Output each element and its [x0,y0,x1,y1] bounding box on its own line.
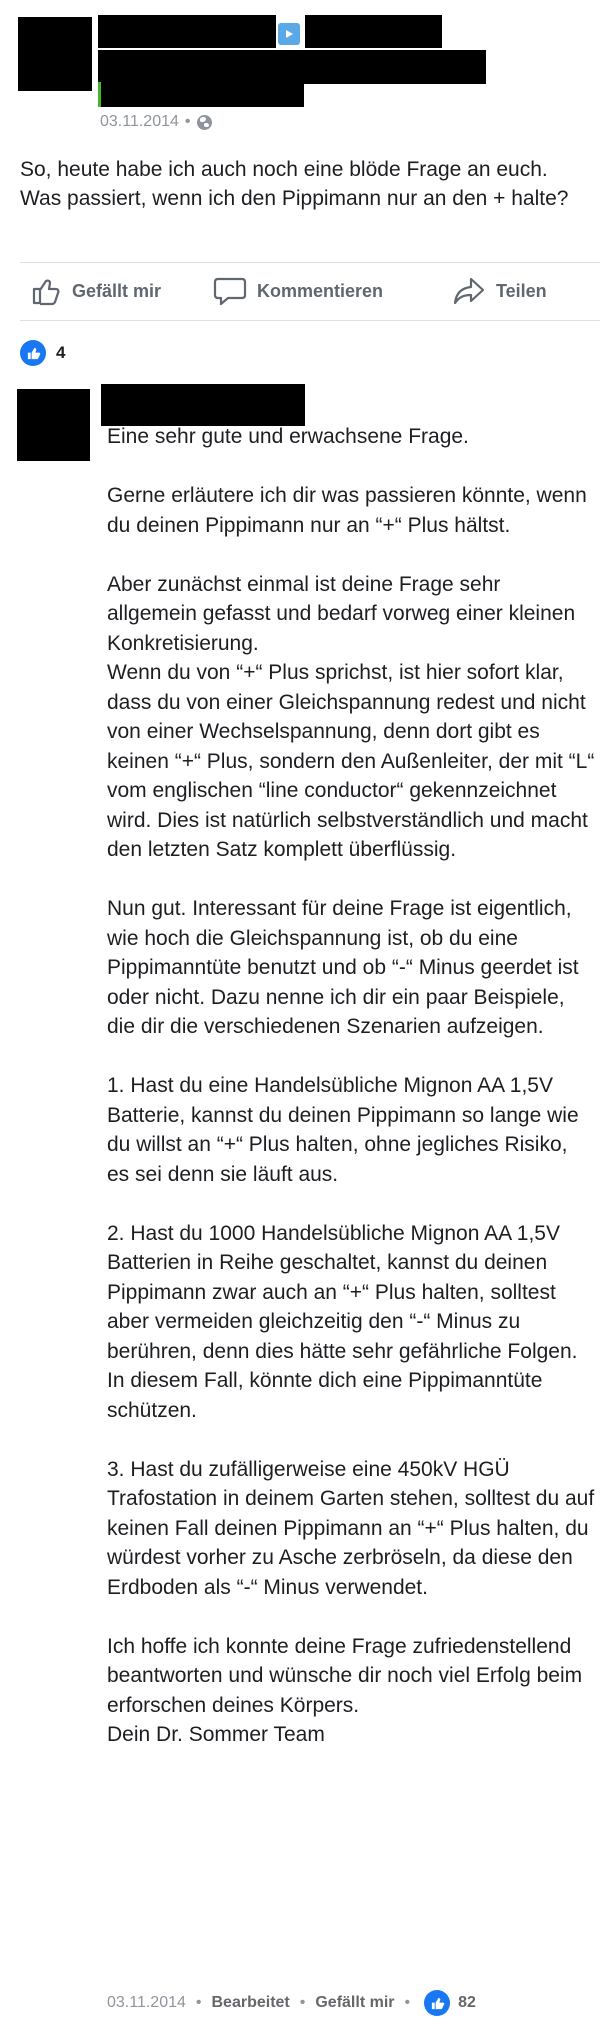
reactions-summary[interactable] [20,340,65,366]
comment-paragraph: 1. Hast du eine Handelsübliche Mignon AA 1,5V Batterie, kannst du deinen Pippimann so lange wie du willst an “+“ Plus halten, ohne jegliches Risiko, es sei denn sie läuft aus. [107,1074,579,1186]
like-button[interactable] [30,275,161,307]
comment-paragraph: Aber zunächst einmal ist deine Frage sehr allgemein gefasst und bedarf vorweg einer kleinen Konkretisierung. Wenn du von “+“ Plus sprichst, ist hier sofort klar, dass du von einer Gleichspannung redest und nicht von einer Wechselspannung, denn dort gibt es keinen “+“ Plus, sondern den Außenleiter, der mit “L“ vom englischen “line conductor“ gekennzeichnet wird. Dies ist natürlich selbstverständlich und macht den letzten Satz komplett überflüssig. [107,572,595,861]
redacted-group-line [98,50,486,84]
comment-paragraph: Ich hoffe ich konnte deine Frage zufriedenstellend beantworten und wünsche dir noch viel Erfolg beim erforschen deines Körpers. Dein Dr. Sommer Team [107,1634,583,1746]
share-icon [452,275,486,307]
comment-paragraph: 3. Hast du zufälligerweise eine 450kV HGÜ Trafostation in deinem Garten stehen, solltest du auf keinen Fall deinen Pippimann an “+“ Plus halten, du würdest vorher zu Asche zerbröseln, da diese den Erdboden als “-“ Minus verwendet. [107,1457,595,1599]
footer-separator: • [299,1994,306,2011]
post-action-bar [0,262,600,320]
comment-icon [213,275,247,307]
comment-like-count: 82 [458,1994,476,2011]
post-text: So, heute habe ich auch noch eine blöde Frage an euch. Was passiert, wenn ich den Pippimann nur an den + halte? [20,158,569,210]
globe-icon [197,115,212,130]
meta-separator: • [184,113,191,130]
comment-button[interactable] [213,275,383,307]
comment-date[interactable]: 03.11.2014 [107,1994,186,2011]
comment-paragraph: Nun gut. Interessant für deine Frage ist eigentlich, wie hoch die Gleichspannung ist, ob du eine Pippimanntüte benutzt und ob “-“ Minus geerdet ist oder nicht. Dazu nenne ich dir ein paar Beispiele, die dir die verschiedenen Szenarien aufzeigen. [107,897,579,1038]
redacted-commenter-avatar [17,389,90,461]
reactions-count: 4 [56,343,66,362]
like-reaction-icon [424,1990,450,2016]
redacted-commenter-name [101,384,305,426]
comment-body [107,422,595,1750]
like-label: Gefällt mir [72,280,162,301]
redacted-group-name [305,15,442,48]
edited-label[interactable]: Bearbeitet [211,1994,290,2011]
share-label: Teilen [496,280,547,301]
play-icon [278,23,300,45]
comment-paragraph: Eine sehr gute und erwachsene Frage. [107,425,469,448]
comment-footer [107,1988,476,2018]
footer-separator: • [195,1994,202,2011]
divider-bottom [20,320,600,321]
footer-separator: • [404,1994,411,2011]
thumbs-up-icon [30,275,62,307]
redacted-author-name [98,15,276,48]
comment-likes[interactable] [424,1990,476,2016]
post-meta [100,113,212,131]
post-date[interactable]: 03.11.2014 [100,113,179,130]
like-reaction-icon [20,340,46,366]
comment-label: Kommentieren [257,280,384,301]
comment-paragraph: Gerne erläutere ich dir was passieren könnte, wenn du deinen Pippimann nur an “+“ Plus hältst. [107,484,587,537]
comment-like-button[interactable]: Gefällt mir [315,1994,395,2011]
redacted-group-line-2 [101,82,304,107]
comment-paragraph: 2. Hast du 1000 Handelsübliche Mignon AA 1,5V Batterien in Reihe geschaltet, kannst du deinen Pippimann zwar auch an “+“ Plus halten, solltest aber vermeiden gleichzeitig den “-“ Minus zu berühren, denn dies hätte sehr gefährliche Folgen. In diesem Fall, könnte dich eine Pippimanntüte schützen. [107,1221,578,1422]
redacted-author-avatar [18,17,92,91]
share-button[interactable] [452,275,547,307]
